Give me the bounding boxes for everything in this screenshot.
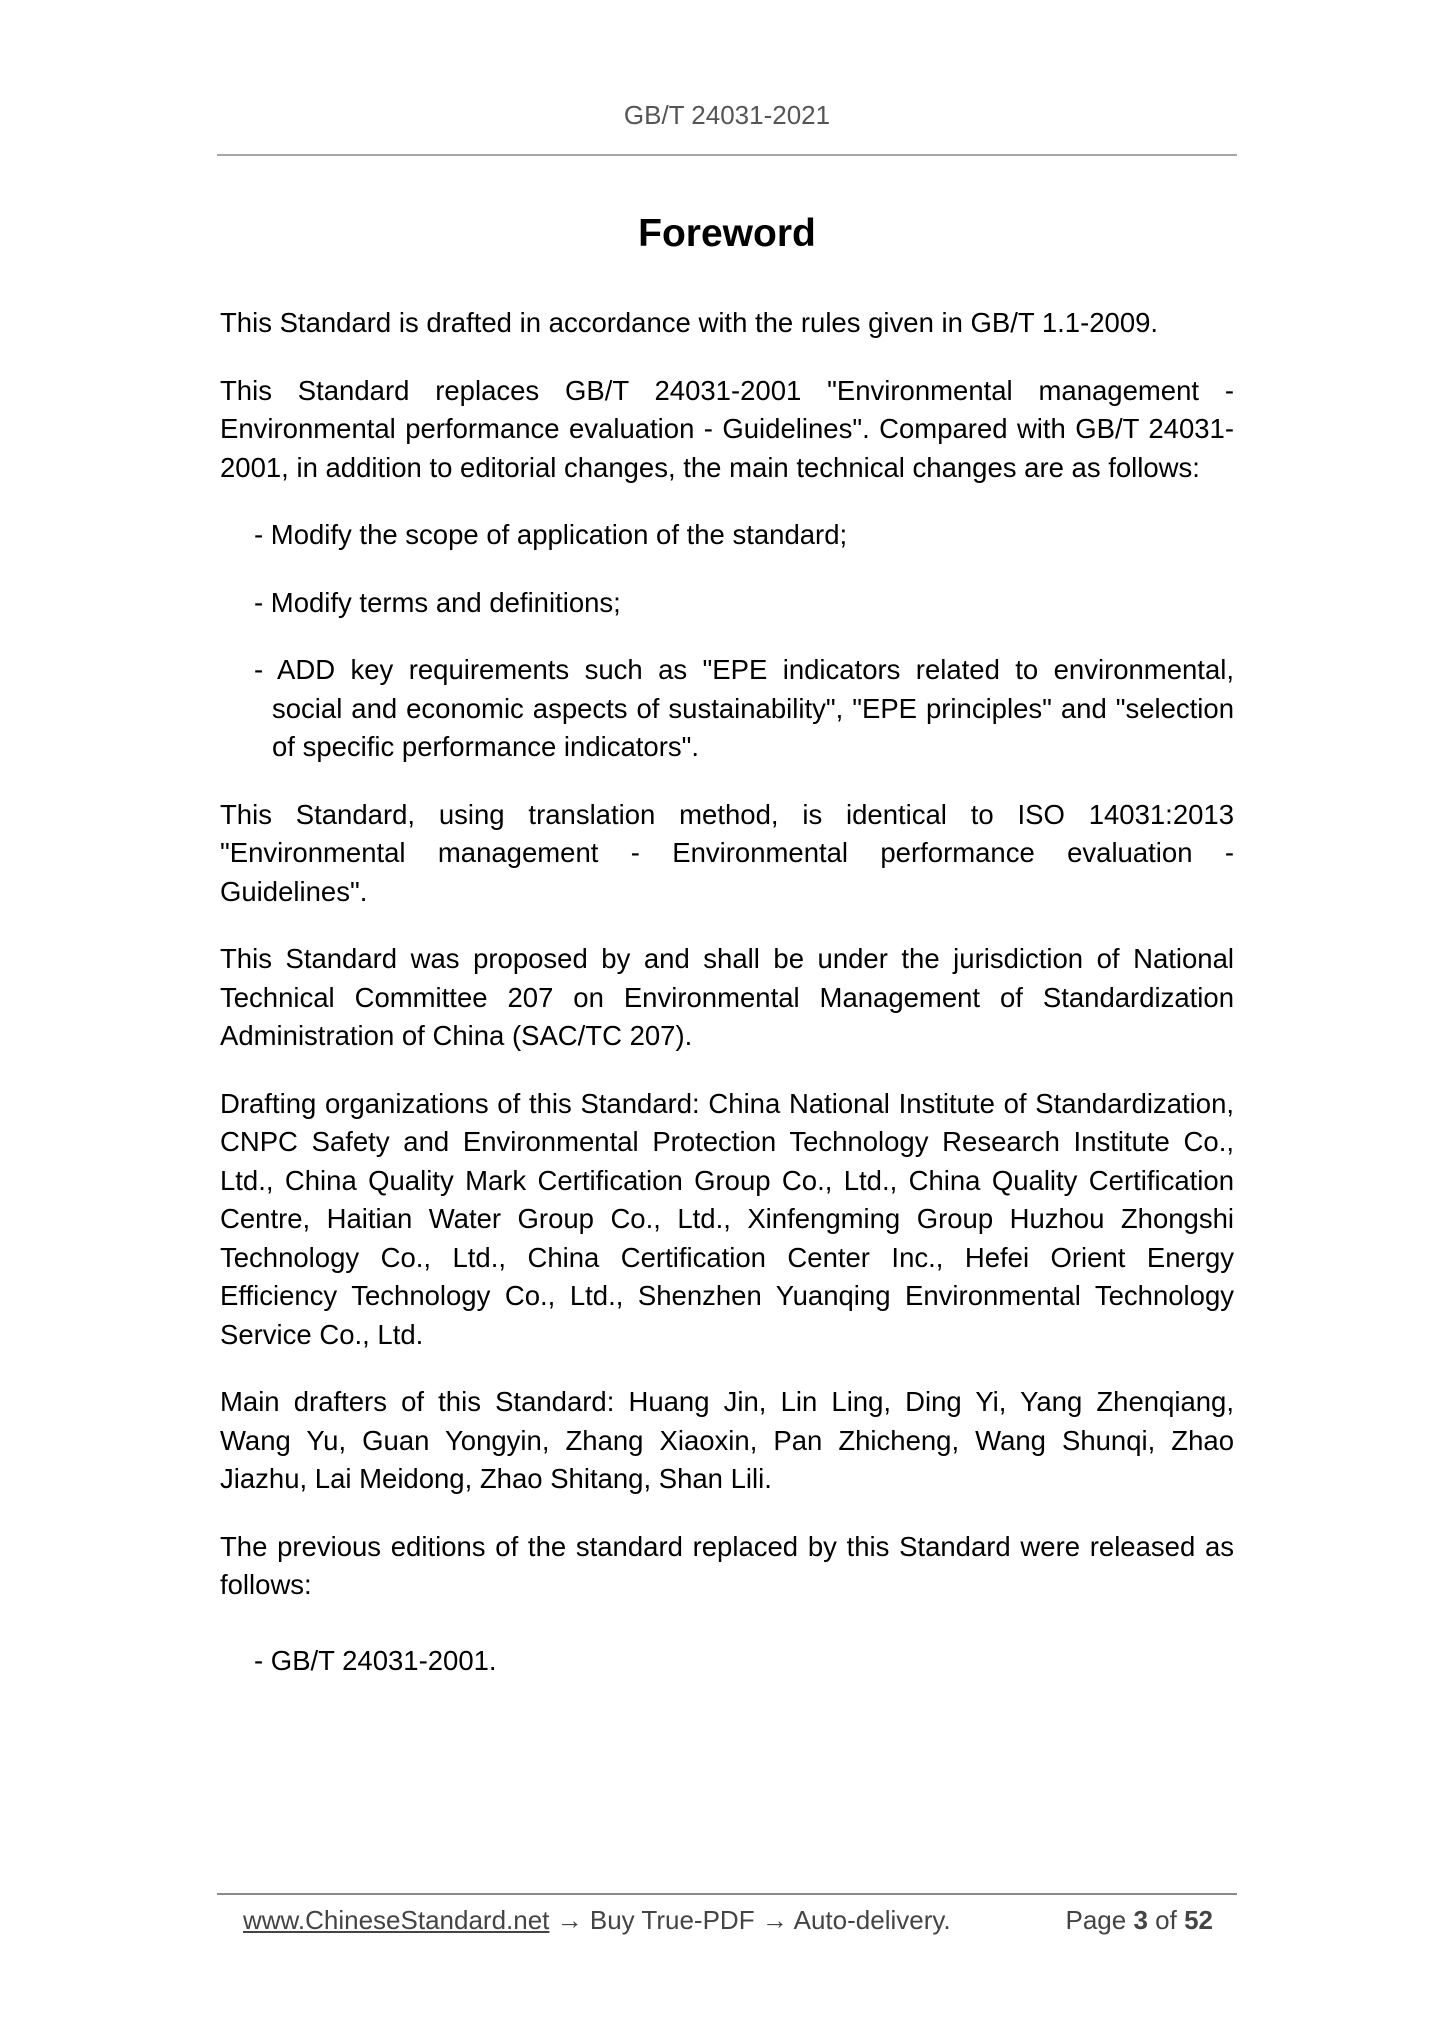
foreword-body: [220, 304, 1234, 1709]
change-item: - Modify the scope of application of the standard;: [254, 519, 848, 550]
page-total: 52: [1184, 1905, 1213, 1935]
page-current: 3: [1133, 1905, 1148, 1935]
paragraph-replaces: This Standard replaces GB/T 24031-2001 "Environmental management - Environmental performance evaluation - Guidelines". Compared with GB/T 24031-2001, in addition to editorial changes, the main technical changes are as follows:: [220, 374, 1234, 483]
chinese-standard-link[interactable]: www.ChineseStandard.net: [243, 1905, 550, 1935]
of-label: of: [1155, 1905, 1177, 1935]
previous-edition-item: - GB/T 24031-2001.: [254, 1644, 497, 1676]
page-footer: [243, 1905, 1213, 1936]
paragraph-previous-editions: The previous editions of the standard replaced by this Standard were released as follows:: [220, 1530, 1234, 1600]
page-label: Page: [1065, 1905, 1127, 1935]
header-divider: [217, 154, 1237, 156]
auto-delivery-text: Auto-delivery.: [793, 1905, 951, 1935]
footer-promo: [243, 1905, 951, 1936]
change-item: - Modify terms and definitions;: [254, 586, 621, 618]
change-item: - ADD key requirements such as "EPE indicators related to environmental, social and economic aspects of sustainability", "EPE principles" and "selection of specific performance indicators".: [254, 654, 1234, 762]
paragraph-identical-iso: This Standard, using translation method, is identical to ISO 14031:2013 "Environmental management - Environmental performance evaluation - Guidelines".: [220, 798, 1234, 907]
arrow-right-icon: →: [556, 1905, 583, 1935]
paragraph-jurisdiction: This Standard was proposed by and shall be under the jurisdiction of National Technical Committee 207 on Environmental Management of Standardization Administration of China (SAC/TC 207).: [220, 943, 1234, 1051]
footer-divider: [217, 1893, 1237, 1895]
page-indicator: [1065, 1905, 1213, 1936]
buy-true-pdf-text: Buy True-PDF: [589, 1905, 755, 1935]
paragraph-main-drafters: Main drafters of this Standard: Huang Jin, Lin Ling, Ding Yi, Yang Zhenqiang, Wang Yu, Guan Yongyin, Zhang Xiaoxin, Pan Zhicheng, Wang Shunqi, Zhao Jiazhu, Lai Meidong, Zhao Shitang, Shan Lili.: [220, 1386, 1234, 1494]
page-title: Foreword: [638, 212, 816, 255]
running-header: GB/T 24031-2021: [623, 100, 831, 130]
paragraph-drafting-rules: This Standard is drafted in accordance with the rules given in GB/T 1.1-2009.: [220, 307, 1159, 338]
arrow-right-icon: →: [761, 1905, 788, 1935]
paragraph-drafting-organizations: Drafting organizations of this Standard: China National Institute of Standardization, CNPC Safety and Environmental Protection Technology Research Institute Co., Ltd., China Quality Mark Certification Group Co., Ltd., China Quality Certification Centre, Haitian Water Group Co., Ltd., Xinfengming Group Huzhou Zhongshi Technology Co., Ltd., China Certification Center Inc., Hefei Orient Energy Efficiency Technology Co., Ltd., Shenzhen Yuanqing Environmental Technology Service Co., Ltd.: [220, 1087, 1234, 1350]
